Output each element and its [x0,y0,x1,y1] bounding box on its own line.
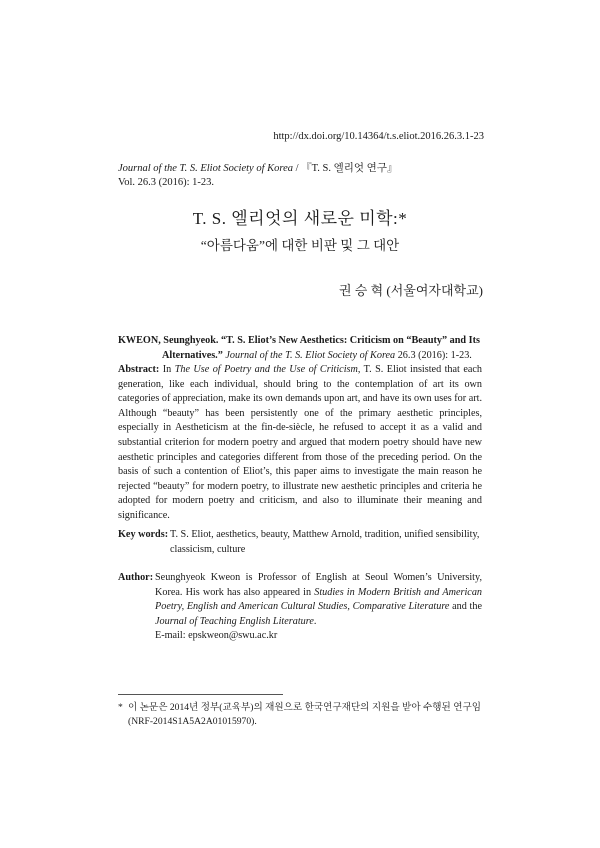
author-email[interactable]: E-mail: epskweon@swu.ac.kr [155,630,278,642]
citation [118,334,482,363]
abstract-book-title: The Use of Poetry and the Use of Criticism [174,364,358,375]
author-bio-text [155,571,482,644]
author-bio-and: and the [449,601,482,613]
author-bio-works: Studies in Modern British and American Poetry, English and American Cultural Studies, Comparative Literature [155,586,483,613]
abstract-pre: In [159,364,175,375]
keywords-label: Key words: [118,529,169,540]
abstract [118,363,482,524]
doi-link[interactable]: http://dx.doi.org/10.14364/t.s.eliot.2016.26.3.1-23 [273,131,484,142]
citation-journal: Journal of the T. S. Eliot Society of Korea [225,349,396,361]
footnote-marker: * [118,702,123,713]
footnote [118,701,482,729]
author-bio-label: Author: [118,572,154,583]
journal-volume: Vol. 26.3 (2016): 1-23. [118,177,215,188]
journal-info [118,162,397,190]
abstract-body: , T. S. Eliot insisted that each generation, like each individual, should bring to the contemplation of art its own categories of appreciation, make its own demands upon art, and have its own uses for art. Although “beauty” has been persistently one of the primary aesthetic principles, especially in Aestheticism at the fin-de-siècle, he refused to accept it as a valid and substantial criterion for modern poetry and argued that modern poetry should have new aesthetic principles and categories different from those of the preceding period. On the basis of such a contention of Eliot’s, this paper aims to investigate the main reason he rejected “beauty” for modern poetry, to illustrate new aesthetic principles and criteria he adopted for modern poetry and criticism, and also to illuminate their meaning and significance. [118,364,482,521]
title-block [0,207,600,256]
author-name: 권 승 혁 (서울여자대학교) [339,283,483,298]
paper-title: T. S. 엘리엇의 새로운 미학:* [192,209,408,228]
author-bio-period: . [313,615,317,627]
footnote-divider [118,694,283,695]
author-bio-work-last: Journal of Teaching English Literature [155,615,314,627]
journal-name-line [118,162,397,176]
paper-subtitle: “아름다움”에 대한 비판 및 그 대안 [200,238,400,253]
citation-tail: 26.3 (2016): 1-23. [395,349,472,361]
journal-name: Journal of the T. S. Eliot Society of Korea [118,163,293,174]
keywords-value: T. S. Eliot, aesthetics, beauty, Matthew Arnold, tradition, unified sensibility, classicism, culture [170,529,480,555]
citation-continuation [118,349,482,364]
citation-title-cont: Alternatives.” [162,349,223,361]
footnote-text: 이 논문은 2014년 정부(교육부)의 재원으로 한국연구재단의 지원을 받아 수행된 연구임(NRF-2014S1A5A2A01015970). [128,702,481,727]
author-bio [118,571,482,644]
abstract-label: Abstract: [118,364,160,375]
author-bio-pre: Seunghyeok Kweon is Professor of English at Seoul Women’s University, Korea. His work has also appeared in [155,572,482,598]
journal-name-korean: / 『T. S. 엘리엇 연구』 [292,163,398,174]
citation-authors-title: KWEON, Seunghyeok. “T. S. Eliot’s New Aesthetics: Criticism on “Beauty” and Its [118,335,480,346]
keywords [118,528,482,557]
